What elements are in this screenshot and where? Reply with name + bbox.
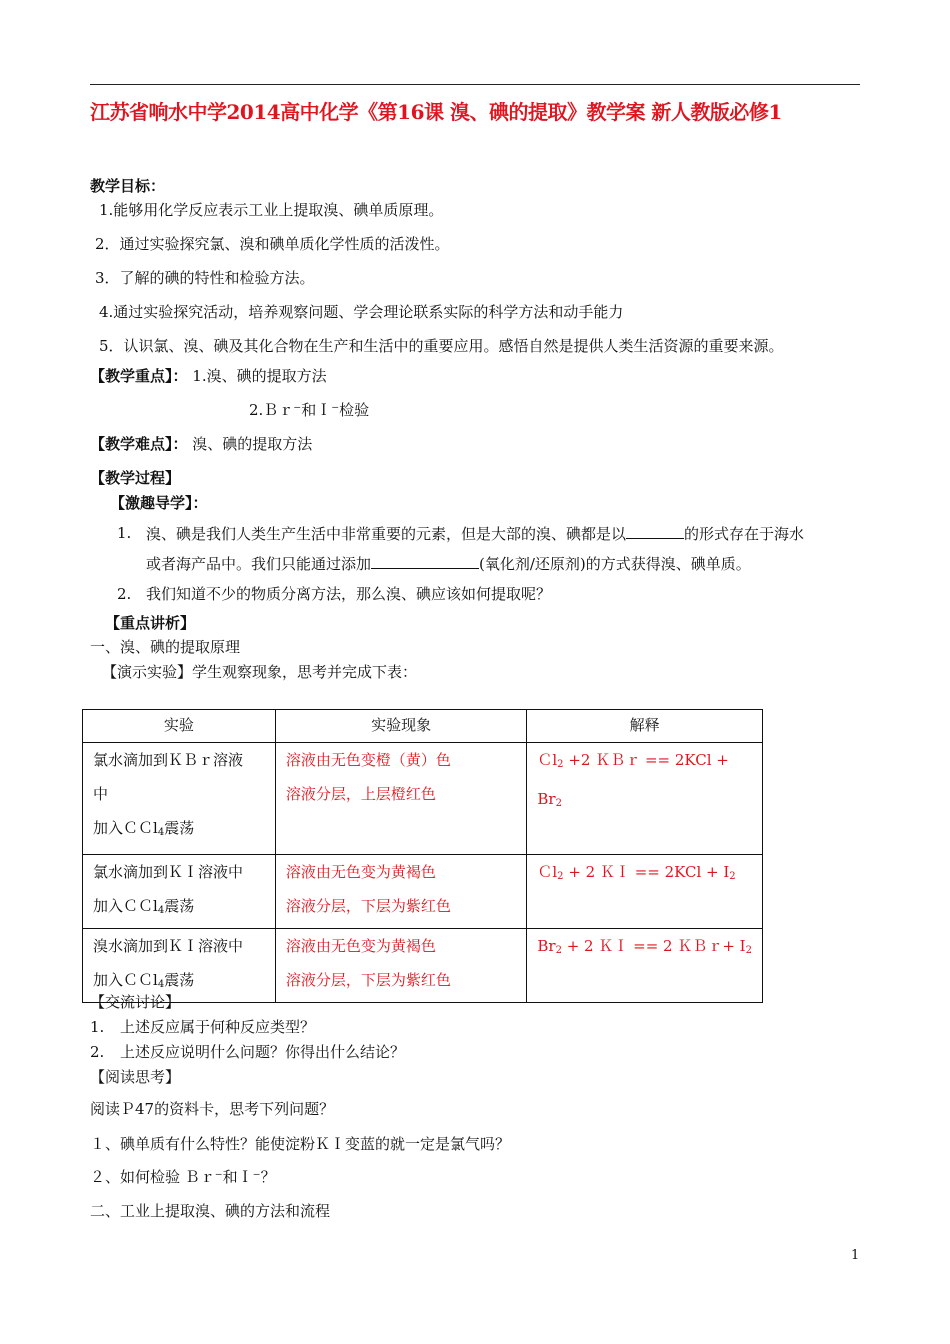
reading-q2: ２、如何检验 Ｂｒ⁻和Ｉ⁻？ (90, 1168, 276, 1186)
row-2-explanation (527, 855, 763, 929)
difficulty-row (90, 434, 312, 454)
header-explanation: 解释 (527, 710, 763, 743)
reading-q1: １、碘单质有什么特性？能使淀粉ＫＩ变蓝的就一定是氯气吗？ (90, 1135, 511, 1153)
discussion-q1-number: 1. (90, 1018, 105, 1036)
intro-label: 【激趣导学】： (110, 494, 208, 512)
section-2-heading: 二、工业上提取溴、碘的方法和流程 (90, 1202, 331, 1220)
header-experiment: 实验 (83, 710, 276, 743)
row-2-obs-line-2: 溶液分层，下层为紫红色 (285, 897, 451, 915)
difficulty-label: 【教学难点】： (90, 435, 188, 453)
row-1-obs-line-1: 溶液由无色变橙（黄）色 (285, 751, 451, 769)
row-2-obs-line-1: 溶液由无色变为黄褐色 (285, 863, 436, 881)
table-header-row (83, 710, 763, 743)
row-1-eq-line-2: $Br_2$ (537, 790, 562, 809)
difficulty-text: 溴、碘的提取方法 (192, 435, 313, 453)
objective-item-5: 5．认识氯、溴、碘及其化合物在生产和生活中的重要应用。感悟自然是提供人类生活资源的重要来源。 (99, 337, 784, 355)
row-3-eq-line-1: $Br_2 + 2$ ＫＩ == 2 ＫＢｒ+ $I_2$ (537, 937, 752, 956)
discussion-q1: 上述反应属于何种反应类型？ (120, 1018, 316, 1036)
row-1-obs-line-2: 溶液分层，上层橙红色 (285, 785, 436, 803)
focus-label: 【重点讲析】 (105, 614, 196, 632)
objective-item-4: 4.通过实验探究活动，培养观察问题、学会理论联系实际的科学方法和动手能力 (99, 303, 624, 321)
table-row (83, 929, 763, 1003)
row-2-exp-line-1: 氯水滴加到ＫＩ溶液中 (93, 863, 244, 881)
page-number: 1 (851, 1248, 860, 1263)
demo-label: 【演示实验】学生观察现象，思考并完成下表： (102, 663, 418, 681)
row-2-phenomenon (275, 855, 527, 929)
intro-q1-number: 1. (117, 524, 132, 542)
row-1-phenomenon (275, 743, 527, 855)
key-points-line-2: 2.Ｂｒ⁻和Ｉ⁻检验 (249, 401, 370, 419)
objective-item-1: 1.能够用化学反应表示工业上提取溴、碘单质原理。 (99, 201, 444, 219)
row-1-experiment (83, 743, 276, 855)
row-1-exp-line-1: 氯水滴加到ＫＢｒ溶液 (93, 751, 244, 769)
section-1-heading: 一、溴、碘的提取原理 (90, 638, 241, 656)
row-2-eq-line-1: Ｃl$_2$ + 2 ＫＩ == $2KCl + I_2$ (537, 863, 736, 882)
discussion-label: 【交流讨论】 (90, 993, 181, 1011)
document-title: 江苏省响水中学2014高中化学《第16课 溴、碘的提取》教学案 新人教版必修1 (90, 100, 782, 124)
experiment-table (82, 709, 763, 1003)
row-1-exp-line-3: 加入ＣＣl$_4$震荡 (93, 819, 195, 838)
intro-q1-line-1 (146, 523, 804, 544)
intro-q1-text-d: (氧化剂/还原剂)的方式获得溴、碘单质。 (479, 555, 751, 573)
key-points-row (90, 366, 327, 386)
intro-q2-text: 我们知道不少的物质分离方法，那么溴、碘应该如何提取呢？ (146, 585, 552, 603)
row-3-exp-line-2: 加入ＣＣl$_4$震荡 (93, 971, 195, 990)
header-phenomenon: 实验现象 (275, 710, 527, 743)
row-1-eq-line-1: Ｃl$_2$ +2 ＫＢｒ == 2KCl + (537, 751, 729, 770)
row-2-experiment (83, 855, 276, 929)
objective-item-3: 3．了解的碘的特性和检验方法。 (95, 269, 315, 287)
objective-item-2: 2．通过实验探究氯、溴和碘单质化学性质的活泼性。 (95, 235, 450, 253)
fill-blank-2[interactable] (371, 553, 479, 569)
intro-q1-text-c: 或者海产品中。我们只能通过添加 (146, 555, 372, 573)
fill-blank-1[interactable] (626, 523, 684, 539)
table-row (83, 855, 763, 929)
reading-intro: 阅读Ｐ47的资料卡，思考下列问题？ (90, 1100, 335, 1118)
row-2-exp-line-2: 加入ＣＣl$_4$震荡 (93, 897, 195, 916)
row-3-exp-line-1: 溴水滴加到ＫＩ溶液中 (93, 937, 244, 955)
discussion-q2: 上述反应说明什么问题？你得出什么结论？ (120, 1043, 406, 1061)
intro-q1-text-b: 的形式存在于海水 (684, 525, 805, 543)
row-1-exp-line-2: 中 (93, 785, 109, 803)
row-3-explanation (527, 929, 763, 1003)
discussion-q2-number: 2. (90, 1043, 105, 1061)
table-row (83, 743, 763, 855)
intro-q1-line-2 (146, 553, 751, 574)
row-3-obs-line-2: 溶液分层，下层为紫红色 (285, 971, 451, 989)
row-1-explanation (527, 743, 763, 855)
header-rule (90, 84, 860, 85)
reading-label: 【阅读思考】 (90, 1068, 181, 1086)
key-points-label: 【教学重点】： (90, 367, 188, 385)
objectives-heading: 教学目标： (90, 177, 166, 195)
row-3-obs-line-1: 溶液由无色变为黄褐色 (285, 937, 436, 955)
key-points-line-1: 1.溴、碘的提取方法 (192, 367, 327, 385)
intro-q1-text-a: 溴、碘是我们人类生产生活中非常重要的元素，但是大部的溴、碘都是以 (146, 525, 627, 543)
process-heading: 【教学过程】 (90, 469, 181, 487)
intro-q2-number: 2. (117, 585, 132, 603)
row-3-phenomenon (275, 929, 527, 1003)
